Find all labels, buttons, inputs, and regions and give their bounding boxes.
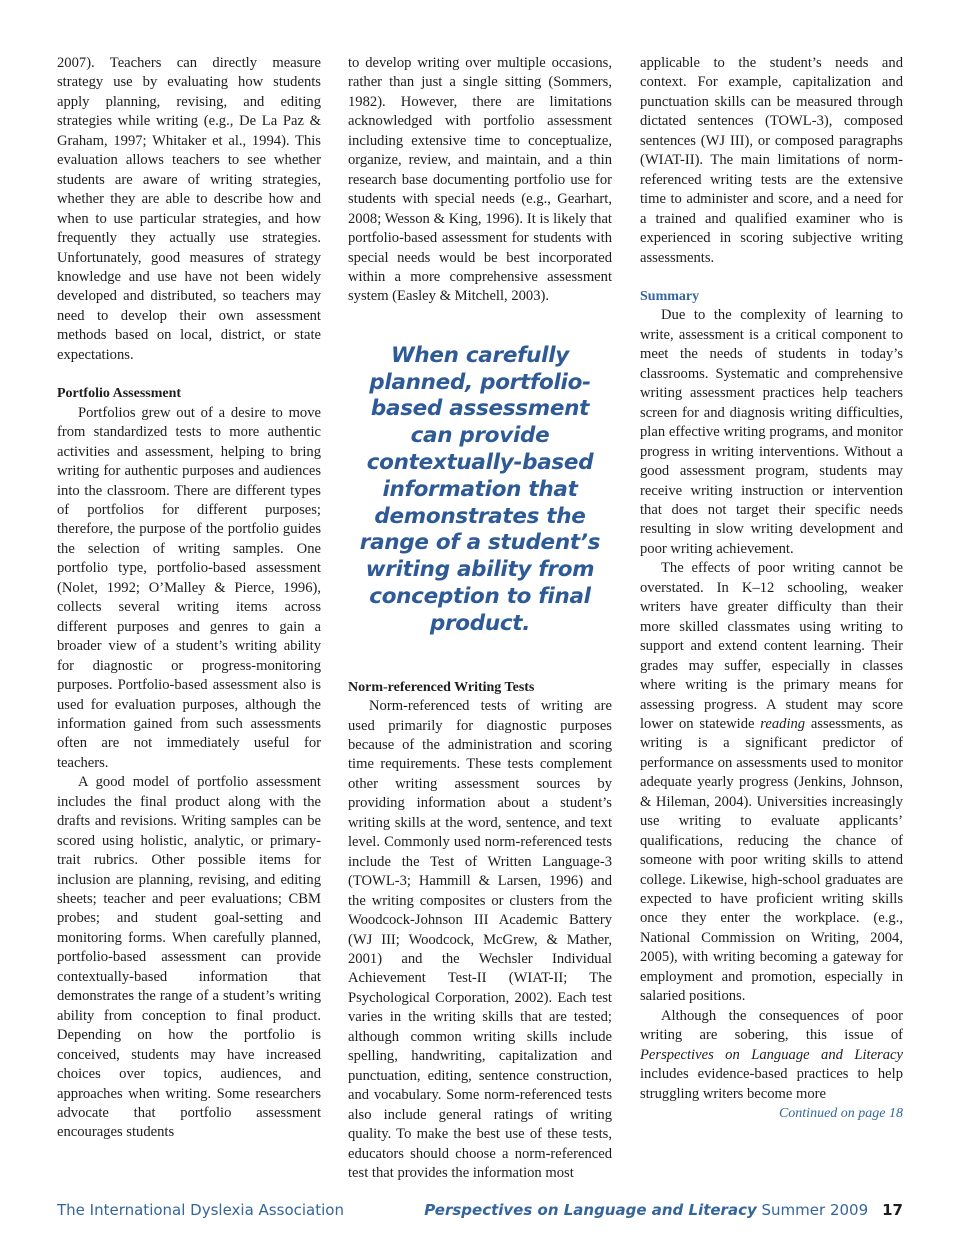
page-number: 17 xyxy=(882,1201,903,1219)
footer-issue: Summer 2009 xyxy=(761,1201,869,1219)
column-2 xyxy=(348,54,612,1183)
pull-quote: When carefully planned, portfolio-based assessment can provide contextually-based information that demonstrates the range of a student’s writing ability from conception to final product. xyxy=(359,342,601,636)
paragraph: to develop writing over multiple occasions, rather than just a single sitting (Sommers, 1982). However, there are limitations acknowledged with portfolio assessment including extensive time to conceptualize, organize, review, and maintain, and a thin research base documenting portfolio use for students with special needs (e.g., Gearhart, 2008; Wesson & King, 1996). It is likely that portfolio-based assessment for students with special needs would be best incorporated within a more comprehensive assessment system (Easley & Mitchell, 2003). xyxy=(348,55,612,305)
section-heading-portfolio-assessment: Portfolio Assessment xyxy=(57,386,182,402)
column-1 xyxy=(57,54,321,1143)
paragraph: A good model of portfolio assessment includes the final product along with the drafts and revisions. Writing samples can be scored using holistic, analytic, or primary-trait rubrics. Other possible items for inclusion are planning, revising, and editing sheets; teacher and peer evaluations; CBM probes; and student goal-setting and monitoring forms. When carefully planned, portfolio-based assessment can provide contextually-based information that demonstrates the range of a student’s writing ability from conception to final product. Depending on how the portfolio is conceived, students may have increased choices over topics, audiences, and approaches when writing. Some researchers advocate that portfolio assessment encourages students xyxy=(57,774,321,1141)
paragraph: 2007). Teachers can directly measure strategy use by evaluating how students apply planning, revising, and editing strategies while writing (e.g., De La Paz & Graham, 1997; Whitaker et al., 1994). This evaluation allows teachers to see whether students are aware of writing strategies, whether they are able to describe how and when to use particular strategies, and how frequently they actually use strategies. Unfortunately, good measures of strategy knowledge and use have not been widely developed and distributed, so teachers may need to develop their own assessment methods based on local, district, or state expectations. xyxy=(57,55,321,363)
footer-association: The International Dyslexia Association xyxy=(57,1201,344,1219)
section-heading-norm-referenced: Norm-referenced Writing Tests xyxy=(348,679,535,695)
page-footer xyxy=(57,1201,903,1223)
paragraph: applicable to the student’s needs and context. For example, capitalization and punctuation skills can be measured through dictated sentences (TOWL-3), composed sentences (WJ III), or composed paragraphs (WIAT-II). The main limitations of norm-referenced writing tests are the extensive time to administer and score, and a need for a trained and qualified examiner who is experienced in scoring subjective writing assessments. xyxy=(640,55,903,266)
section-heading-summary: Summary xyxy=(640,288,700,304)
footer-issue-info xyxy=(424,1201,903,1219)
paragraph: Portfolios grew out of a desire to move from standardized tests to more authentic activities and assessment, helping to bring writing for authentic purposes and audiences into the classroom. There are different types of portfolios for different purposes; therefore, the purpose of the portfolio guides the selection of writing samples. One portfolio type, portfolio-based assessment (Nolet, 1992; O’Malley & Pierce, 1996), collects several writing items across different purposes and genres to gain a broader view of a student’s writing ability for diagnostic or progress-monitoring purposes. Portfolio-based assessment also is used for evaluation purposes, although the information gained from such assessments often are not immediately useful for teachers. xyxy=(57,404,321,771)
continued-note: Continued on page 18 xyxy=(778,1106,903,1122)
paragraph: Although the consequences of poor writing are sobering, this issue of Perspectives on Language and Literacy includes evidence-based practices to help struggling writers become more xyxy=(640,1007,903,1102)
paragraph: Due to the complexity of learning to write, assessment is a critical component to meet the needs of students in today’s classrooms. Systematic and comprehensive writing assessment practices help teachers screen for and diagnosis writing difficulties, plan effective writing programs, and monitor progress in writing interventions. Without a good assessment program, students may receive writing instruction or intervention that does not target their specific needs resulting in slow writing development and poor writing achievement. xyxy=(640,307,903,557)
footer-journal: Perspectives on Language and Literacy xyxy=(424,1201,757,1219)
column-3 xyxy=(640,54,903,1123)
paragraph: Norm-referenced tests of writing are used primarily for diagnostic purposes because of the administration and scoring time requirements. These tests complement other writing assessment sources by providing information about a student’s writing skills at the word, sentence, and text level. Commonly used norm-referenced tests include the Test of Written Language-3 (TOWL-3; Hammill & Larsen, 1996) and the writing composites or clusters from the Woodcock-Johnson III Academic Battery (WJ III; Woodcock, McGrew, & Mather, 2001) and the Wechsler Individual Achievement Test-II (WIAT-II; The Psychological Corporation, 2002). Each test varies in the writing skills that are tested; although common writing skills include spelling, handwriting, capitalization and punctuation, editing, sentence construction, and vocabulary. Some norm-referenced tests also include general ratings of writing quality. To make the best use of these tests, educators should choose a norm-referenced test that provides the information most xyxy=(348,698,612,1181)
paragraph: The effects of poor writing cannot be overstated. In K–12 schooling, weaker writers have greater difficulty than their more skilled classmates using writing to support and extend content learning. Their grades may suffer, especially in classes where writing is the primary means for assessing progress. A student may score lower on statewide reading assessments, as writing is a significant predictor of performance on assessments used to monitor adequate yearly progress (Jenkins, Johnson, & Hileman, 2004). Universities increasingly use writing to evaluate applicants’ qualifications, reducing the chance of someone with poor writing skills to attend college. Likewise, high-school graduates are expected to have proficient writing skills once they enter the workplace. (e.g., National Commission on Writing, 2004, 2005), with writing becoming a gateway for employment and promotion, especially in salaried positions. xyxy=(640,560,903,1005)
